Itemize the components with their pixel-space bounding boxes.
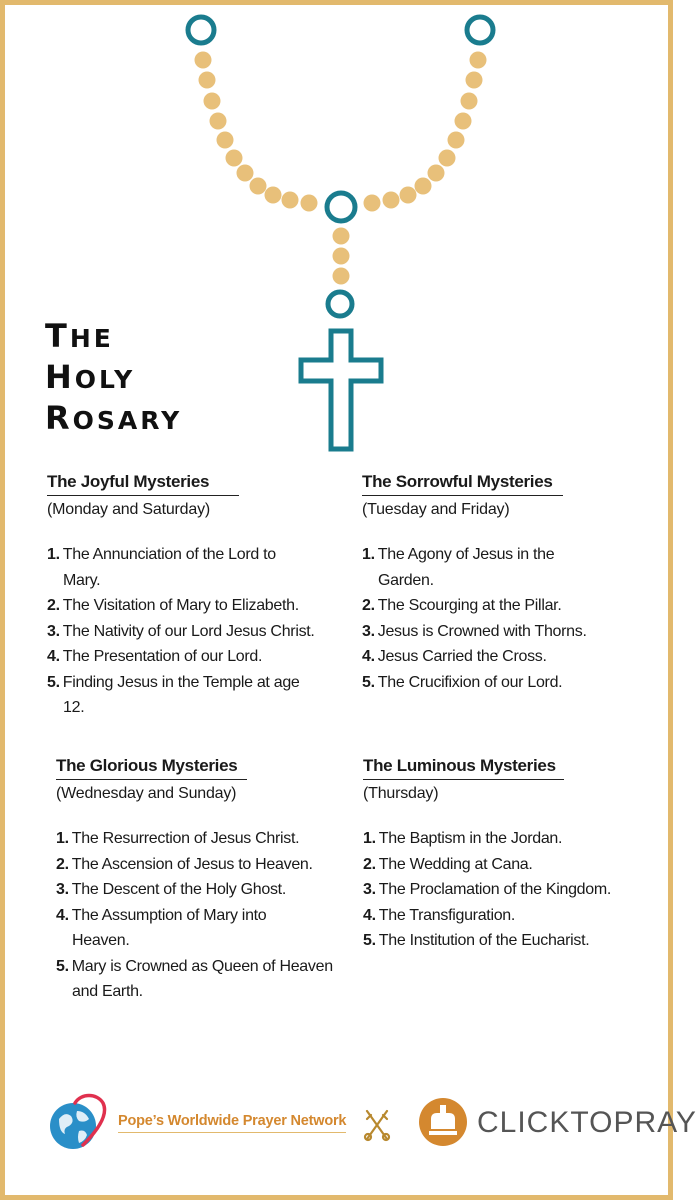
item-number: 1. [363,830,376,847]
item-number: 5. [362,673,375,691]
title-line: THE [45,317,114,355]
list-item [47,644,347,670]
clicktopray-base-shape [429,1131,457,1135]
cross-icon [301,331,381,449]
rosary-bead [210,113,227,130]
pwpn-label[interactable]: Pope’s Worldwide Prayer Network [118,1113,346,1133]
list-item [47,670,313,721]
item-number: 3. [363,881,376,898]
rosary-bead [333,248,350,265]
item-text: The Scourging at the Pillar. [377,597,562,614]
cross-ring [328,292,352,316]
item-text: The Assumption of Mary into Heaven. [71,906,267,949]
list-item [47,593,347,619]
rosary-bead [333,228,350,245]
rosary-bead [439,150,456,167]
section-days: (Tuesday and Friday) [362,501,510,518]
item-number: 3. [56,881,69,898]
list-item [362,542,590,593]
item-text: The Annunciation of the Lord to Mary. [62,546,276,589]
mystery-list [56,826,356,1005]
rosary-bead [448,132,465,149]
list-item [362,593,662,619]
rosary-ring-left [188,17,214,43]
item-text: The Presentation of our Lord. [62,648,263,665]
rosary-bead [466,72,483,89]
list-item [363,903,663,929]
section-days: (Monday and Saturday) [47,501,211,518]
page-title [45,317,182,440]
item-number: 4. [47,648,60,665]
section-days: (Thursday) [363,785,439,802]
rosary-bead [199,72,216,89]
item-text: The Crucifixion of our Lord. [377,673,563,691]
item-text: The Institution of the Eucharist. [378,932,590,949]
rosary-bead [461,93,478,110]
list-item [362,670,662,696]
item-number: 2. [362,597,375,614]
section-heading: The Glorious Mysteries [56,755,247,780]
list-item [47,542,301,593]
item-number: 5. [363,932,376,949]
list-item [56,877,356,903]
item-number: 5. [56,957,69,975]
section-heading: The Joyful Mysteries [47,471,239,496]
rosary-bead [265,187,282,204]
rosary-beads [195,52,487,285]
rosary-bead [204,93,221,110]
item-number: 4. [56,906,69,924]
rosary-bead [282,192,299,209]
rosary-center-medal [327,193,355,221]
item-number: 4. [362,648,375,665]
mystery-list [47,542,347,721]
section-heading: The Luminous Mysteries [363,755,564,780]
item-text: The Nativity of our Lord Jesus Christ. [62,622,315,640]
list-item [363,826,663,852]
rosary-bead [217,132,234,149]
rosary-bead [364,195,381,212]
list-item [56,826,356,852]
list-item [56,852,356,878]
mystery-list [363,826,663,954]
section-days: (Wednesday and Sunday) [56,785,237,802]
rosary-bead [383,192,400,209]
item-number: 1. [362,546,375,563]
section-sorrowful-mysteries [362,471,662,695]
rosary-bead [470,52,487,69]
clicktopray-label[interactable]: CLICKTOPRAY [477,1106,697,1139]
section-glorious-mysteries [56,755,356,1005]
rosary-bead [333,268,350,285]
clicktopray-cup-shape [431,1113,455,1129]
item-text: The Visitation of Mary to Elizabeth. [62,597,299,614]
rosary-bead [428,165,445,182]
rosary-bead [237,165,254,182]
list-item [47,619,347,645]
list-item [363,852,663,878]
item-text: The Wedding at Cana. [378,855,533,873]
item-number: 2. [47,597,60,614]
item-text: The Resurrection of Jesus Christ. [71,830,300,847]
title-line: HOLY [45,358,136,396]
rosary-bead [301,195,318,212]
rosary-bead [400,187,417,204]
item-number: 3. [47,622,60,640]
item-text: The Baptism in the Jordan. [378,830,563,847]
item-number: 3. [362,622,375,640]
rosary-bead [415,178,432,195]
papal-keys-icon [363,1107,391,1143]
item-number: 1. [56,830,69,847]
list-item [362,644,662,670]
item-text: Mary is Crowned as Queen of Heaven and Earth. [71,957,333,1000]
rosary-ring-right [467,17,493,43]
item-text: The Agony of Jesus in the Garden. [377,546,555,589]
rosary-bead [455,113,472,130]
item-text: Jesus is Crowned with Thorns. [377,622,587,640]
section-luminous-mysteries [363,755,663,954]
item-text: The Transfiguration. [378,906,516,924]
mystery-list [362,542,662,695]
rosary-bead [195,52,212,69]
item-number: 2. [363,855,376,873]
item-number: 5. [47,673,60,691]
item-number: 4. [363,906,376,924]
rosary-bead [226,150,243,167]
section-heading: The Sorrowful Mysteries [362,471,563,496]
list-item [363,877,663,903]
title-line: ROSARY [45,399,183,437]
item-text: The Descent of the Holy Ghost. [71,881,286,898]
globe-icon [50,1103,96,1149]
clicktopray-logo-icon[interactable] [418,1097,468,1147]
item-text: Finding Jesus in the Temple at age 12. [62,673,300,716]
section-joyful-mysteries [47,471,347,721]
list-item [56,954,334,1005]
globe-heart-icon[interactable] [45,1093,115,1155]
list-item [363,928,663,954]
item-number: 1. [47,546,60,563]
item-text: The Proclamation of the Kingdom. [378,881,612,898]
clicktopray-flame-shape [440,1105,446,1113]
item-text: Jesus Carried the Cross. [377,648,547,665]
list-item [56,903,327,954]
list-item [362,619,662,645]
rosary-bead [250,178,267,195]
item-number: 2. [56,855,69,873]
item-text: The Ascension of Jesus to Heaven. [71,855,313,873]
